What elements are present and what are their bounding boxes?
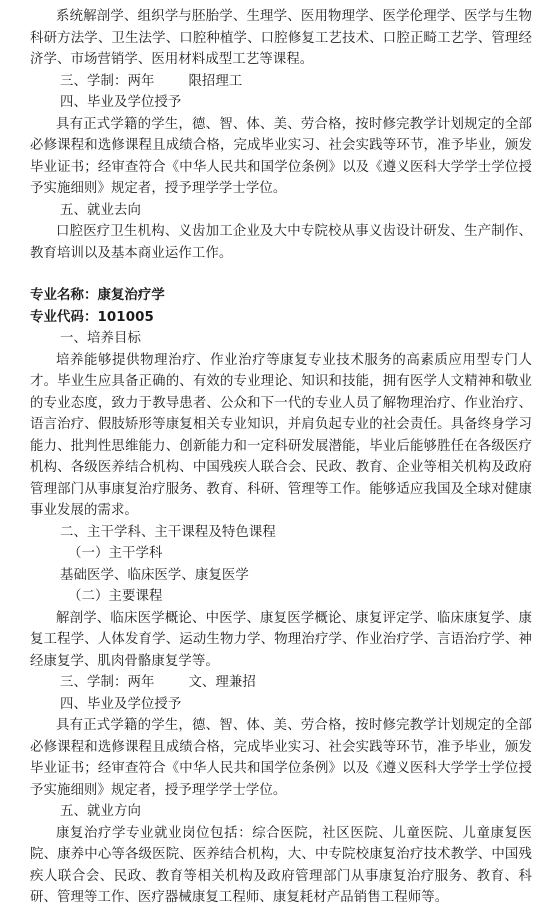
subjects-heading: 二、主干学科、主干课程及特色课程 bbox=[60, 524, 276, 540]
employment-paragraph: 口腔医疗卫生机构、义齿加工企业及大中专院校从事义齿设计研发、生产制作、教育培训以及基本商业运作工作。 bbox=[30, 224, 532, 261]
duration-line bbox=[30, 71, 532, 93]
employment-paragraph-2: 康复治疗学专业就业岗位包括：综合医院，社区医院、儿童医院、儿童康复医院、康养中心等各级医院、医养结合机构，大、中专院校康复治疗技术教学、中国残疾人联合会、民政、教育等相关机构及政府管理部门从事康复治疗服务、教育、科研、管理等工作、医疗器械康复工程师、康复耗材产品销售工程师等。 bbox=[30, 825, 532, 905]
duration-line-2 bbox=[30, 672, 532, 694]
goal-heading: 一、培养目标 bbox=[60, 331, 141, 346]
degree-paragraph-2: 具有正式学籍的学生，德、智、体、美、劳合格，按时修完教学计划规定的全部必修课程和选修课程且成绩合格，完成毕业实习、社会实践等环节，准予毕业，颁发毕业证书；经审查符合《中华人民共和国学位条例》以及《遵义医科大学学士学位授予实施细则》规定者，授予理学学士学位。 bbox=[30, 718, 532, 798]
major-code-title: 专业代码：101005 bbox=[30, 309, 154, 325]
degree-heading: 四、毕业及学位授予 bbox=[60, 95, 182, 110]
main-courses-heading: （二）主要课程 bbox=[68, 589, 163, 604]
document-body bbox=[30, 6, 532, 909]
degree-heading-2: 四、毕业及学位授予 bbox=[60, 696, 182, 712]
employment-heading: 五、就业去向 bbox=[60, 202, 141, 218]
major-name-title: 专业名称：康复治疗学 bbox=[30, 288, 165, 303]
degree-paragraph: 具有正式学籍的学生，德、智、体、美、劳合格，按时修完教学计划规定的全部必修课程和选修课程且成绩合格，完成毕业实习、社会实践等环节，准予毕业，颁发毕业证书；经审查符合《中华人民共和国学位条例》以及《遵义医科大学学士学位授予实施细则》规定者，授予理学学士学位。 bbox=[30, 116, 532, 196]
duration-value-2: 文、理兼招 bbox=[188, 675, 256, 690]
duration-label-2: 三、学制：两年 bbox=[60, 675, 155, 690]
goal-paragraph: 培养能够提供物理治疗、作业治疗等康复专业技术服务的高素质应用型专门人才。毕业生应具备正确的、有效的专业理论、知识和技能，拥有医学人文精神和敬业的专业态度，致力于教导患者、公众和下一代的专业人员了解物理治疗、作业治疗、语言治疗、假肢矫形等康复相关专业知识，并肩负起专业的社会责任。具备终身学习能力、批判性思维能力、创新能力和一定科研发展潜能，毕业后能够胜任在各级医疗机构、各级医养结合机构、中国残疾人联合会、民政、教育、企业等相关机构及政府管理部门从事康复治疗服务、教育、科研、管理等工作。能够适应我国及全球对健康事业发展的需求。 bbox=[30, 352, 532, 518]
main-discipline-heading: （一）主干学科 bbox=[68, 546, 163, 561]
duration-label: 三、学制：两年 bbox=[60, 73, 155, 89]
duration-value: 限招理工 bbox=[188, 73, 243, 89]
section-spacer bbox=[30, 264, 532, 285]
main-courses-paragraph: 解剖学、临床医学概论、中医学、康复医学概论、康复评定学、临床康复学、康复工程学、人体发育学、运动生物力学、物理治疗学、作业治疗学、言语治疗学、神经康复学、肌肉骨骼康复学等。 bbox=[30, 610, 532, 669]
employment-heading-2: 五、就业方向 bbox=[60, 804, 141, 819]
courses-paragraph: 系统解剖学、组织学与胚胎学、生理学、医用物理学、医学伦理学、医学与生物科研方法学、卫生法学、口腔种植学、口腔修复工艺技术、口腔正畸工艺学、管理经济学、市场营销学、医用材料成型工艺等课程。 bbox=[30, 9, 532, 67]
main-discipline-text: 基础医学、临床医学、康复医学 bbox=[60, 567, 249, 583]
